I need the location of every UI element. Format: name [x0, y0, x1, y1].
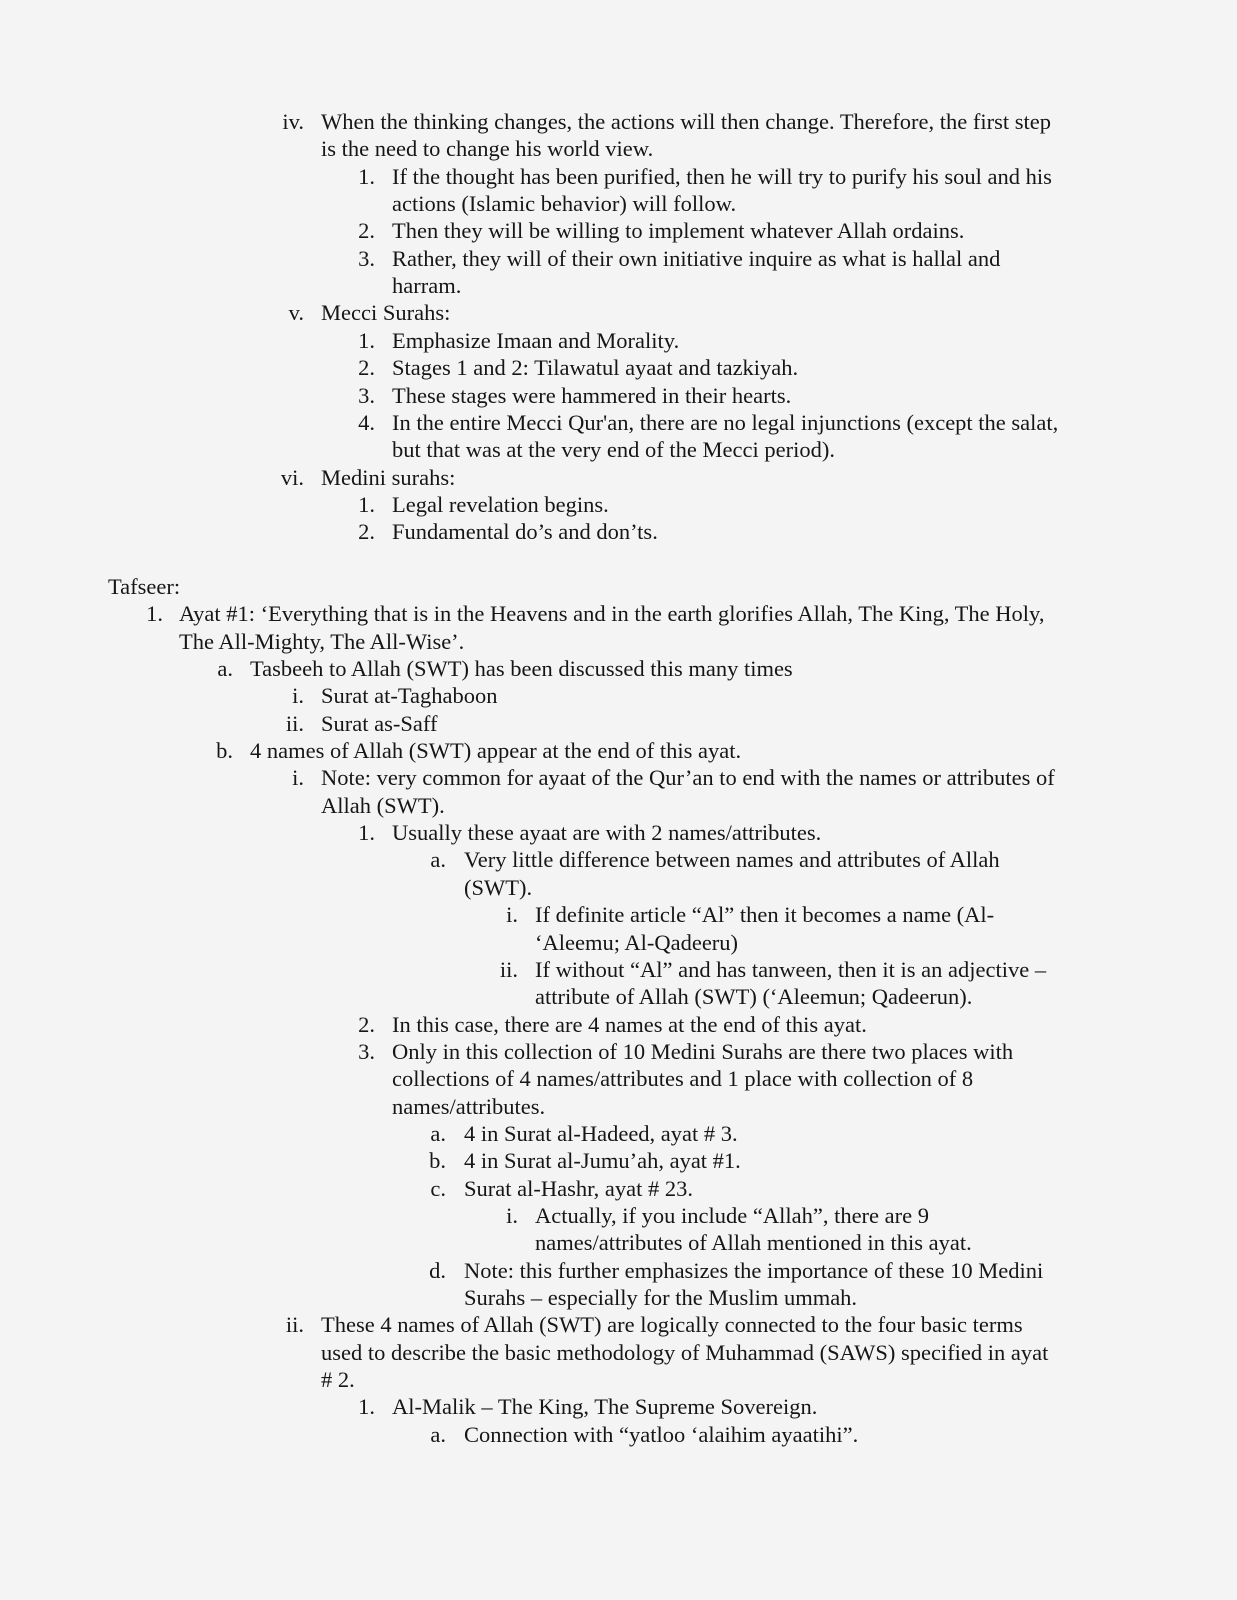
line-text: If the thought has been purified, then he will try to purify his soul and his — [392, 163, 1052, 189]
list-marker: vi. — [280, 464, 304, 490]
outline-line — [0, 792, 1237, 820]
line-text: used to describe the basic methodology of Muhammad (SAWS) specified in ayat — [321, 1339, 1049, 1365]
outline-line — [0, 1093, 1237, 1121]
list-marker: 2. — [358, 1011, 375, 1037]
list-marker: i. — [292, 683, 304, 709]
line-text: Legal revelation begins. — [392, 491, 609, 517]
list-marker: 1. — [358, 1394, 375, 1420]
list-marker: 2. — [358, 218, 375, 244]
line-text: but that was at the very end of the Mecci period). — [392, 437, 835, 463]
line-text: Connection with “yatloo ‘alaihim ayaatihi”. — [464, 1421, 859, 1447]
line-text: The All-Mighty, The All-Wise’. — [179, 628, 465, 654]
line-text: Note: very common for ayaat of the Qur’an to end with the names or attributes of — [321, 765, 1055, 791]
outline-line — [0, 682, 1237, 710]
line-text: 4 in Surat al-Hadeed, ayat # 3. — [464, 1120, 738, 1146]
list-marker: 1. — [146, 601, 163, 627]
line-text: Rather, they will of their own initiative inquire as what is hallal and — [392, 245, 1001, 271]
outline-line — [0, 299, 1237, 327]
line-text: actions (Islamic behavior) will follow. — [392, 191, 737, 217]
outline-line — [0, 163, 1237, 191]
outline-line — [0, 600, 1237, 628]
outline-line — [0, 245, 1237, 273]
list-marker: 1. — [358, 820, 375, 846]
line-text: Usually these ayaat are with 2 names/attributes. — [392, 820, 822, 846]
list-marker: v. — [288, 300, 304, 326]
outline-line — [0, 409, 1237, 437]
outline-line — [0, 464, 1237, 492]
outline-line — [0, 1202, 1237, 1230]
outline-line — [0, 846, 1237, 874]
line-text: Actually, if you include “Allah”, there are 9 — [535, 1203, 930, 1228]
line-text: (SWT). — [464, 874, 533, 900]
line-text: Medini surahs: — [321, 464, 456, 490]
outline-line — [0, 628, 1237, 656]
outline-line — [0, 764, 1237, 792]
outline-line — [0, 655, 1237, 683]
outline-line — [0, 710, 1237, 738]
outline-line — [0, 1393, 1237, 1421]
outline-line — [0, 1229, 1237, 1257]
outline-line — [0, 272, 1237, 300]
list-marker: ii. — [499, 956, 518, 982]
list-marker: 1. — [358, 163, 375, 189]
outline-line — [0, 901, 1237, 929]
list-marker: 1. — [358, 491, 375, 517]
outline-line — [0, 491, 1237, 519]
line-text: collections of 4 names/attributes and 1 place with collection of 8 — [392, 1066, 974, 1092]
outline-line — [0, 382, 1237, 410]
line-text: Al-Malik – The King, The Supreme Sovereign. — [392, 1394, 818, 1420]
outline-line — [0, 217, 1237, 245]
line-text: Tafseer: — [108, 573, 181, 599]
line-text: Fundamental do’s and don’ts. — [392, 519, 658, 545]
line-text: 4 names of Allah (SWT) appear at the end of this ayat. — [250, 738, 742, 764]
list-marker: 3. — [358, 245, 375, 271]
line-text: Mecci Surahs: — [321, 300, 451, 326]
list-marker: i. — [506, 902, 518, 928]
outline-line — [0, 874, 1237, 902]
line-text: Surat at-Taghaboon — [321, 683, 498, 709]
list-marker: i. — [506, 1203, 518, 1228]
line-text: Surat as-Saff — [321, 710, 438, 736]
outline-line — [0, 354, 1237, 382]
list-marker: c. — [430, 1175, 446, 1201]
line-text: If definite article “Al” then it becomes a name (Al- — [535, 902, 995, 928]
list-marker: ii. — [285, 710, 304, 736]
line-text: Emphasize Imaan and Morality. — [392, 327, 680, 353]
list-marker: b. — [216, 738, 233, 764]
list-marker: iv. — [282, 109, 304, 134]
outline-line — [0, 1038, 1237, 1066]
line-text: 4 in Surat al-Jumu’ah, ayat #1. — [464, 1148, 741, 1174]
list-marker: 2. — [358, 355, 375, 381]
line-text: harram. — [392, 273, 462, 299]
line-text: attribute of Allah (SWT) (‘Aleemun; Qadeerun). — [535, 984, 973, 1010]
line-text: Surat al-Hashr, ayat # 23. — [464, 1175, 694, 1201]
outline-line — [0, 1257, 1237, 1285]
line-text: # 2. — [321, 1367, 355, 1393]
list-marker: ii. — [285, 1312, 304, 1338]
line-text: In this case, there are 4 names at the end of this ayat. — [392, 1011, 867, 1037]
line-text: Very little difference between names and attributes of Allah — [464, 847, 1000, 873]
outline-line — [0, 1284, 1237, 1312]
list-marker: a. — [430, 847, 446, 873]
outline-line — [0, 1366, 1237, 1394]
outline-line — [0, 436, 1237, 464]
outline-line — [0, 1120, 1237, 1148]
line-text: Ayat #1: ‘Everything that is in the Heavens and in the earth glorifies Allah, The King, The Holy, — [179, 601, 1045, 627]
outline-line — [0, 1311, 1237, 1339]
outline-line — [0, 929, 1237, 957]
outline-line — [0, 956, 1237, 984]
line-text: When the thinking changes, the actions will then change. Therefore, the first step — [321, 109, 1051, 134]
outline-line — [0, 518, 1237, 546]
line-text: Allah (SWT). — [321, 792, 445, 818]
line-text: names/attributes. — [392, 1093, 546, 1119]
line-text: Only in this collection of 10 Medini Surahs are there two places with — [392, 1038, 1014, 1064]
line-text: Stages 1 and 2: Tilawatul ayaat and tazkiyah. — [392, 355, 799, 381]
list-marker: a. — [217, 656, 233, 681]
outline-line — [0, 108, 1237, 136]
line-text: Then they will be willing to implement whatever Allah ordains. — [392, 218, 965, 244]
line-text: Tasbeeh to Allah (SWT) has been discussed this many times — [250, 656, 793, 681]
outline-line — [0, 327, 1237, 355]
line-text: ‘Aleemu; Al-Qadeeru) — [535, 929, 739, 955]
line-text: Note: this further emphasizes the importance of these 10 Medini — [464, 1257, 1044, 1283]
line-text: names/attributes of Allah mentioned in this ayat. — [535, 1230, 972, 1256]
list-marker: a. — [430, 1421, 446, 1447]
outline-line — [0, 1147, 1237, 1175]
list-marker: 2. — [358, 519, 375, 545]
outline-line — [0, 546, 1237, 574]
list-marker: b. — [429, 1148, 446, 1174]
list-marker: 3. — [358, 382, 375, 408]
line-text: is the need to change his world view. — [321, 136, 654, 162]
outline-line — [0, 573, 1237, 601]
line-text: In the entire Mecci Qur'an, there are no legal injunctions (except the salat, — [392, 409, 1059, 435]
line-text: These 4 names of Allah (SWT) are logically connected to the four basic terms — [321, 1312, 1023, 1338]
outline-line — [0, 1065, 1237, 1093]
line-text: If without “Al” and has tanween, then it is an adjective – — [535, 956, 1047, 982]
outline-line — [0, 983, 1237, 1011]
outline-line — [0, 1339, 1237, 1367]
outline-line — [0, 190, 1237, 218]
list-marker: 4. — [358, 409, 375, 435]
line-text: Surahs – especially for the Muslim ummah. — [464, 1285, 858, 1311]
list-marker: 1. — [358, 327, 375, 353]
list-marker: 3. — [358, 1038, 375, 1064]
outline-line — [0, 1011, 1237, 1039]
outline-line — [0, 737, 1237, 765]
list-marker: a. — [430, 1120, 446, 1146]
outline-line — [0, 819, 1237, 847]
outline-line — [0, 1421, 1237, 1449]
list-marker: i. — [292, 765, 304, 791]
outline-line — [0, 1175, 1237, 1203]
list-marker: d. — [429, 1257, 446, 1283]
outline-line — [0, 135, 1237, 163]
line-text: These stages were hammered in their hearts. — [392, 382, 792, 408]
